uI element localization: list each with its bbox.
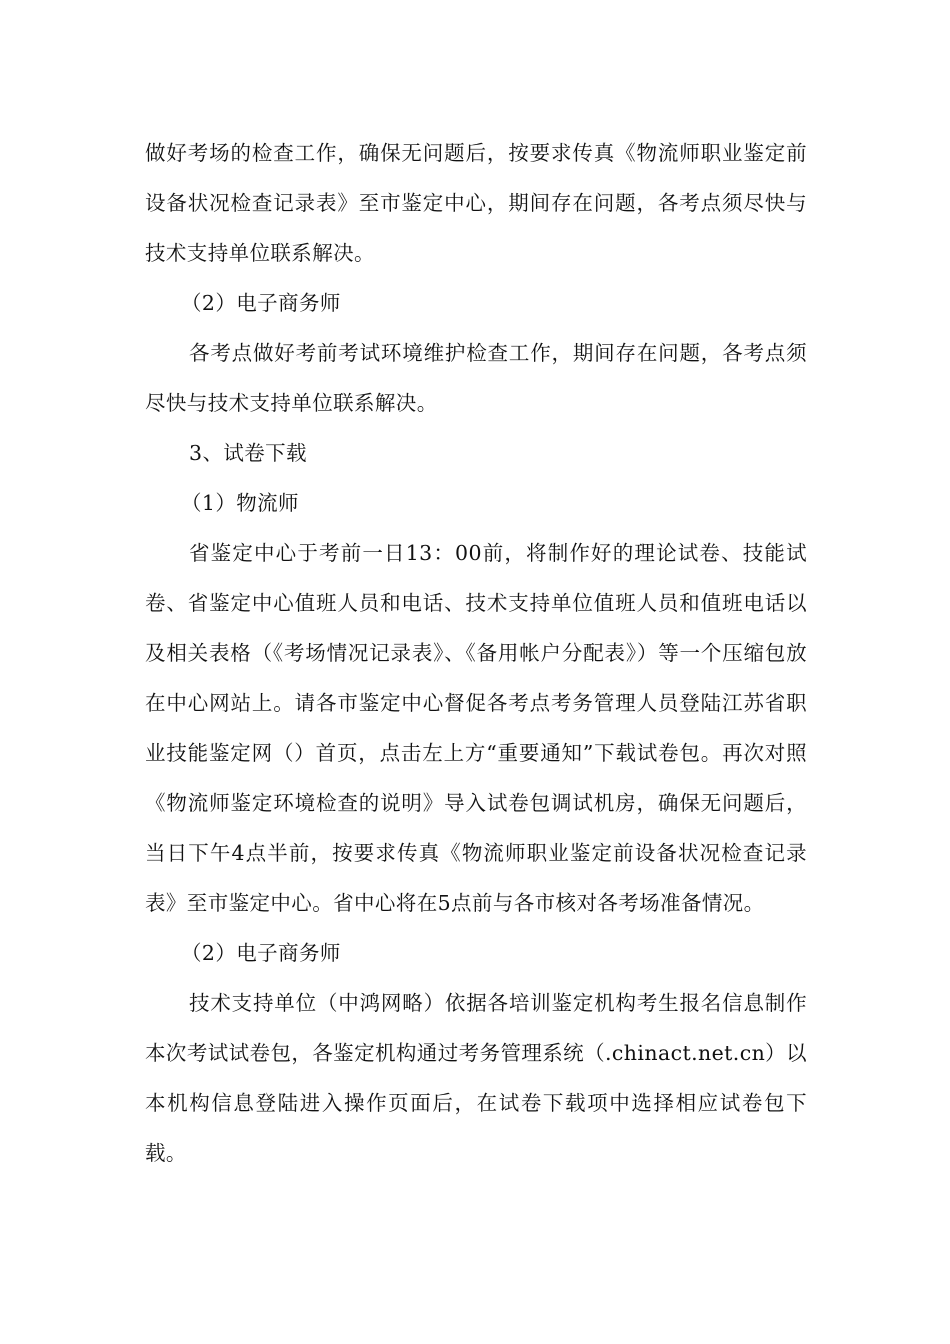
paragraph-continued: 做好考场的检查工作，确保无问题后，按要求传真《物流师职业鉴定前设备状况检查记录表》至市鉴定中心，期间存在问题，各考点须尽快与技术支持单位联系解决。 <box>145 141 807 265</box>
document-body <box>145 128 807 1178</box>
paragraph-logistics-download: 省鉴定中心于考前一日13：00前，将制作好的理论试卷、技能试卷、省鉴定中心值班人员和电话、技术支持单位值班人员和值班电话以及相关表格（《考场情况记录表》、《备用帐户分配表》）等一个压缩包放在中心网站上。请各市鉴定中心督促各考点考务管理人员登陆江苏省职业技能鉴定网（）首页，点击左上方“重要通知”下载试卷包。再次对照《物流师鉴定环境检查的说明》导入试卷包调试机房，确保无问题后，当日下午4点半前，按要求传真《物流师职业鉴定前设备状况检查记录表》至市鉴定中心。省中心将在5点前与各市核对各考场准备情况。 <box>145 541 807 915</box>
section-heading-download: 3、试卷下载 <box>189 441 307 465</box>
subheading-logistics: （1）物流师 <box>181 491 299 515</box>
paragraph-ecommerce-check: 各考点做好考前考试环境维护检查工作，期间存在问题，各考点须尽快与技术支持单位联系解决。 <box>145 341 807 415</box>
subheading-ecommerce: （2）电子商务师 <box>181 291 341 315</box>
subheading-ecommerce-2: （2）电子商务师 <box>181 941 341 965</box>
paragraph-ecommerce-download: 技术支持单位（中鸿网略）依据各培训鉴定机构考生报名信息制作本次考试试卷包，各鉴定机构通过考务管理系统（.chinact.net.cn）以本机构信息登陆进入操作页面后，在试卷下载项中选择相应试卷包下载。 <box>145 991 807 1165</box>
